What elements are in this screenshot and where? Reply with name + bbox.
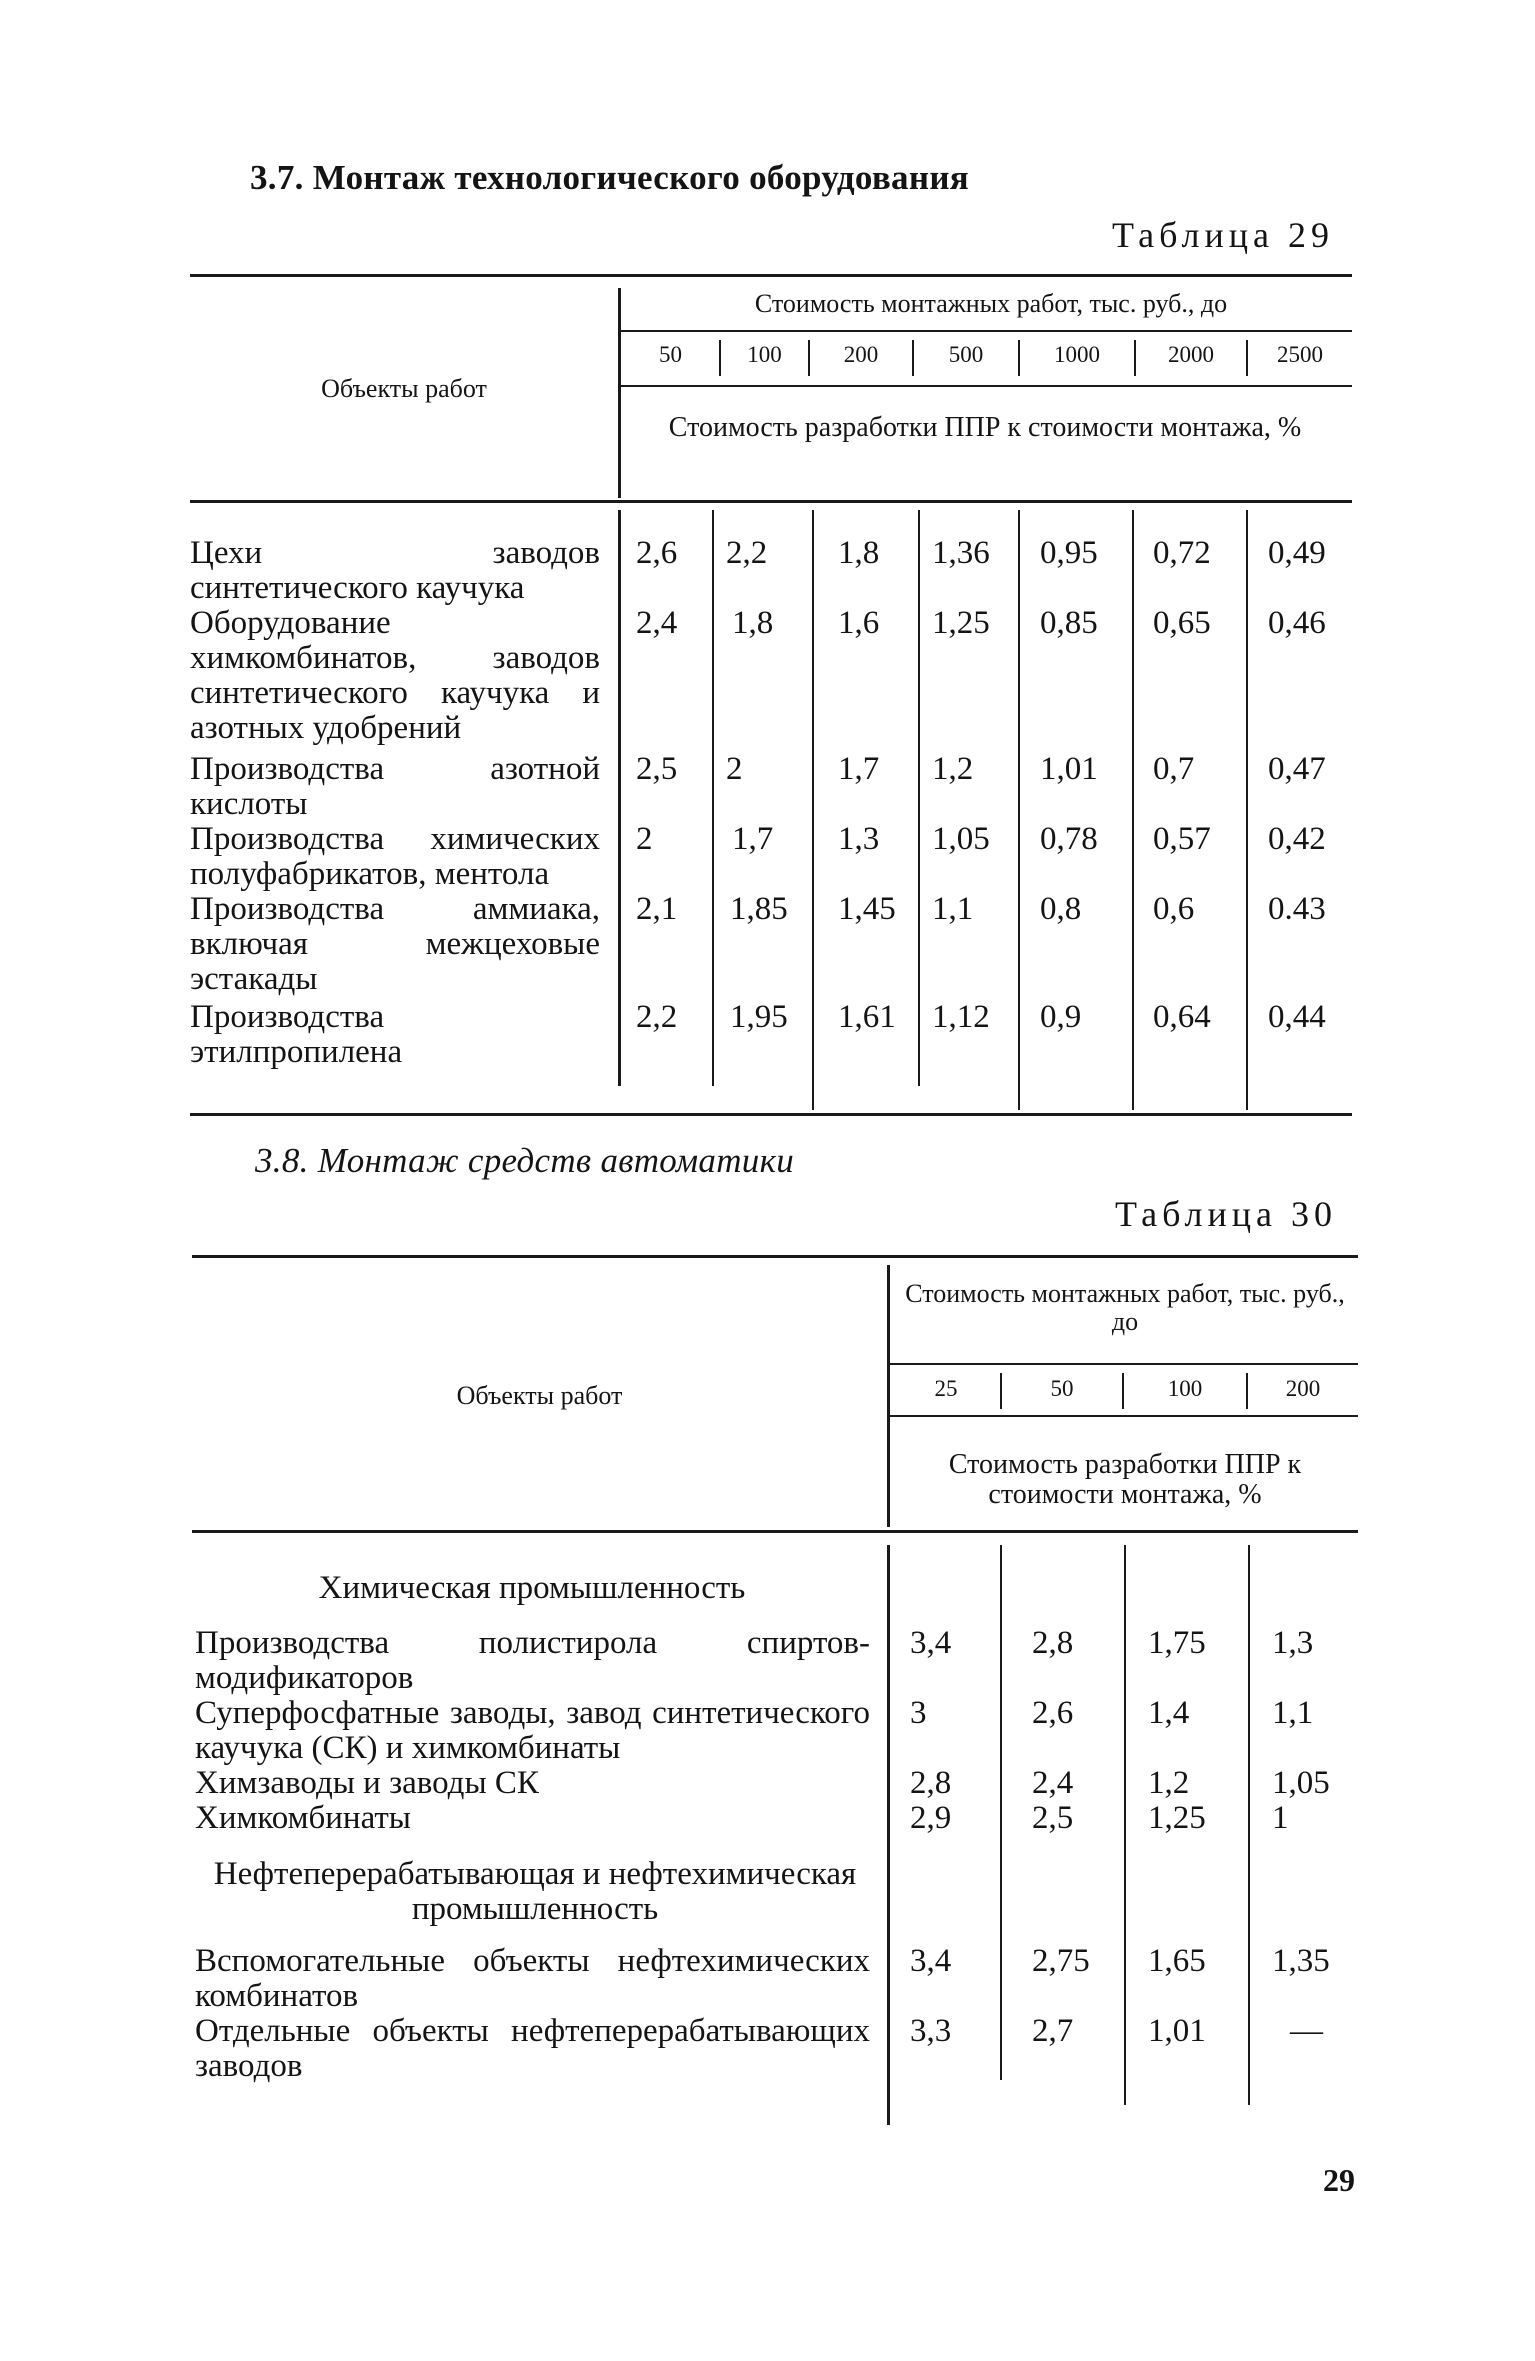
table-29-cell: 0,49 <box>1268 535 1326 571</box>
table-30-row-label: Химзаводы и заводы СК <box>195 1765 539 1801</box>
table-30-cell: — <box>1290 2013 1323 2049</box>
table-29-cell: 0,72 <box>1153 535 1211 571</box>
table-29-row-label: Производства азотной кислоты <box>190 751 600 822</box>
table-29-cell: 1,85 <box>730 891 788 927</box>
table-30-row-label: Вспомогательные объекты нефтехимических комбинатов <box>195 1943 870 2014</box>
table-29-row-label: Производства этилпропилена <box>190 999 403 1070</box>
table-29-cell: 0,64 <box>1153 999 1211 1035</box>
table-30-cell: 1,65 <box>1148 1943 1206 1979</box>
table-30-cell: 3 <box>910 1695 927 1731</box>
table-29-cell: 1,01 <box>1040 751 1098 787</box>
table-29-cell: 0,44 <box>1268 999 1326 1035</box>
table-29-cell: 0,7 <box>1153 751 1195 787</box>
table-30-cell: 2,7 <box>1032 2013 1074 2049</box>
table-29-cell: 0,57 <box>1153 821 1211 857</box>
table-29-row-label: Производства аммиака, включая межцеховые эстакады <box>190 891 600 997</box>
table-29-cell: 1,1 <box>932 891 974 927</box>
table-29-cell: 2,2 <box>726 535 768 571</box>
table-29-cell: 0.43 <box>1268 891 1326 927</box>
table-30-cell: 1,2 <box>1148 1765 1190 1801</box>
table-30-cell: 2,6 <box>1032 1695 1074 1731</box>
table-29-cell: 1,8 <box>838 535 880 571</box>
table-30-cell: 1,4 <box>1148 1695 1190 1731</box>
col-header-cost: Стоимость монтажных работ, тыс. руб., до <box>754 289 1228 318</box>
table-29-cell: 1,7 <box>732 821 774 857</box>
table-29-cell: 2 <box>636 821 653 857</box>
col-header-objects: Объекты работ <box>456 1381 623 1410</box>
table-29-cell: 0,85 <box>1040 605 1098 641</box>
table-30-cell: 2,5 <box>1032 1800 1074 1836</box>
table-29-cell: 1,8 <box>732 605 774 641</box>
table-30-row-label: Суперфосфатные заводы, завод синтетического каучука (СК) и химкомбинаты <box>195 1695 870 1766</box>
page-number: 29 <box>1323 2162 1355 2198</box>
table-29-row-label: Оборудование химкомбинатов, заводов синтетического каучука и азотных удобрений <box>190 605 600 746</box>
cost-col-100: 100 <box>747 342 782 367</box>
table-29-cell: 1,6 <box>838 605 880 641</box>
table-30-cell: 2,8 <box>1032 1625 1074 1661</box>
table-30-cell: 1,25 <box>1148 1800 1206 1836</box>
table-30-cell: 1,1 <box>1272 1695 1314 1731</box>
table-30-cell: 1,75 <box>1148 1625 1206 1661</box>
table-29-row-label: Производства химических полуфабрикатов, ментола <box>190 821 600 892</box>
table-30-cell: 3,4 <box>910 1943 952 1979</box>
cost-col-25: 25 <box>934 1376 958 1401</box>
group-heading-chemical: Химическая промышленность <box>318 1570 746 1606</box>
table-30-cell: 1,35 <box>1272 1943 1330 1979</box>
table-30-row-label: Химкомбинаты <box>195 1800 411 1836</box>
cost-col-100: 100 <box>1167 1376 1203 1401</box>
col-header-ratio: Стоимость разработки ППР к стоимости монтажа, % <box>948 1449 1302 1510</box>
col-header-objects: Объекты работ <box>321 374 487 403</box>
table-29-label: Таблица 29 <box>1112 215 1334 255</box>
table-29-cell: 2,6 <box>636 535 678 571</box>
table-29-cell: 1,45 <box>838 891 896 927</box>
table-29-cell: 1,2 <box>932 751 974 787</box>
group-heading-petrochemical: Нефтеперерабатывающая и нефтехимическая промышленность <box>213 1856 857 1927</box>
table-29-cell: 0,78 <box>1040 821 1098 857</box>
table-29-cell: 2,1 <box>636 891 678 927</box>
table-30-cell: 1 <box>1272 1800 1289 1836</box>
table-29-cell: 1,95 <box>730 999 788 1035</box>
table-29-cell: 1,61 <box>838 999 896 1035</box>
table-30-cell: 3,4 <box>910 1625 952 1661</box>
table-30-cell: 2,4 <box>1032 1765 1074 1801</box>
table-30-cell: 2,9 <box>910 1800 952 1836</box>
table-30-cell: 2,8 <box>910 1765 952 1801</box>
table-29-cell: 2,5 <box>636 751 678 787</box>
table-29-cell: 1,05 <box>932 821 990 857</box>
cost-col-2500: 2500 <box>1277 342 1323 367</box>
col-header-ratio: Стоимость разработки ППР к стоимости монтажа, % <box>668 412 1302 443</box>
section-title-3-7: 3.7. Монтаж технологического оборудования <box>250 158 970 197</box>
table-29-row-label: Цехи заводов синтетического каучука <box>190 535 600 606</box>
table-30-row-label: Производства полистирола спиртов-модификаторов <box>195 1625 870 1696</box>
table-29-cell: 0,46 <box>1268 605 1326 641</box>
table-30-label: Таблица 30 <box>1115 1194 1337 1234</box>
table-29-cell: 0,8 <box>1040 891 1082 927</box>
table-30-row-label: Отдельные объекты нефтеперерабатывающих заводов <box>195 2013 870 2084</box>
table-29-cell: 2,4 <box>636 605 678 641</box>
table-29-cell: 0,6 <box>1153 891 1195 927</box>
table-29-cell: 0,42 <box>1268 821 1326 857</box>
table-29-cell: 2 <box>726 751 743 787</box>
table-29-cell: 1,25 <box>932 605 990 641</box>
table-29-cell: 1,7 <box>838 751 880 787</box>
table-29-cell: 2,2 <box>636 999 678 1035</box>
table-29-cell: 0,65 <box>1153 605 1211 641</box>
table-30-cell: 1,3 <box>1272 1625 1314 1661</box>
table-29-cell: 1,3 <box>838 821 880 857</box>
table-29-cell: 0,9 <box>1040 999 1082 1035</box>
cost-col-50: 50 <box>659 342 682 367</box>
cost-col-200: 200 <box>1285 1376 1321 1401</box>
table-30-cell: 1,05 <box>1272 1765 1330 1801</box>
cost-col-200: 200 <box>843 342 879 367</box>
col-header-cost: Стоимость монтажных работ, тыс. руб., до <box>905 1279 1345 1336</box>
table-29-cell: 0,47 <box>1268 751 1326 787</box>
cost-col-50: 50 <box>1050 1376 1074 1401</box>
table-29-cell: 0,95 <box>1040 535 1098 571</box>
cost-col-1000: 1000 <box>1054 342 1100 367</box>
section-title-3-8: 3.8. Монтаж средств автоматики <box>255 1141 795 1180</box>
cost-col-2000: 2000 <box>1168 342 1214 367</box>
table-30-cell: 3,3 <box>910 2013 952 2049</box>
table-29-cell: 1,36 <box>932 535 990 571</box>
cost-col-500: 500 <box>948 342 984 367</box>
table-30-cell: 1,01 <box>1148 2013 1206 2049</box>
table-29-cell: 1,12 <box>932 999 990 1035</box>
table-30-cell: 2,75 <box>1032 1943 1090 1979</box>
